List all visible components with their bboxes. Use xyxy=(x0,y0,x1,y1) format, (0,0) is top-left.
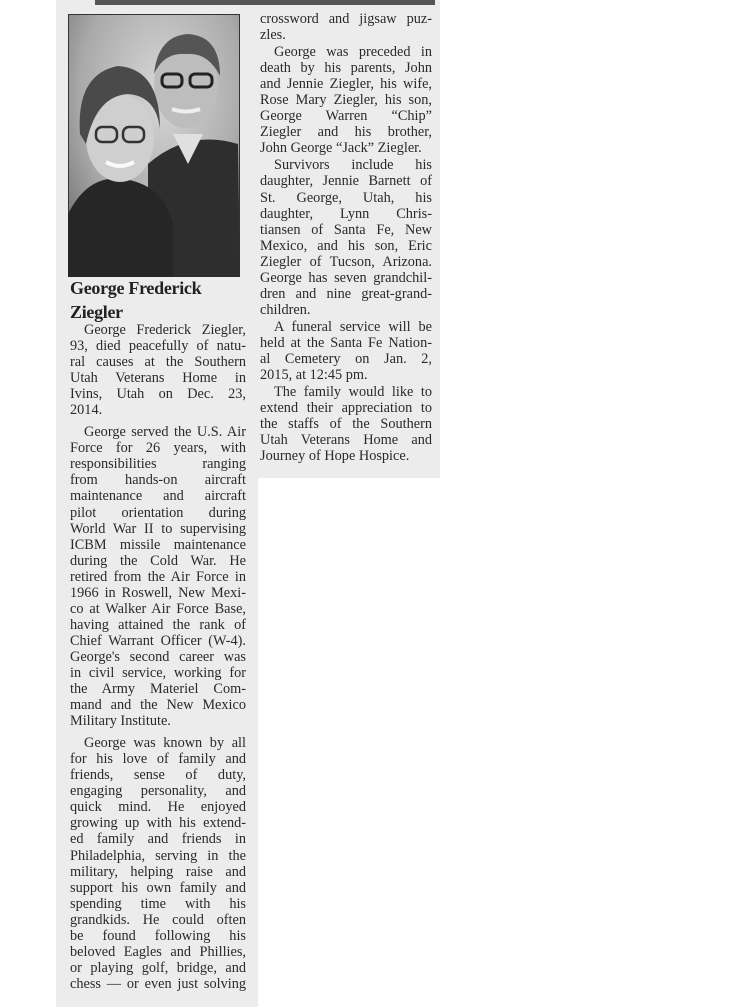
text-line: Survivors include his xyxy=(274,157,432,174)
text-line: George was known by all xyxy=(84,735,246,752)
text-line: in civil service, working for xyxy=(70,664,246,681)
text-line: held at the Santa Fe Nation- xyxy=(260,334,432,351)
paragraph xyxy=(70,735,246,992)
text-line: for his love of family and xyxy=(70,751,246,768)
text-line: responsibilities ranging xyxy=(70,456,246,473)
paragraph xyxy=(260,384,432,464)
text-line: St. George, Utah, his xyxy=(260,189,432,206)
text-line: tiansen of Santa Fe, New xyxy=(260,221,432,238)
obituary-headline xyxy=(70,276,256,324)
couple-photo xyxy=(68,14,240,277)
text-line: ICBM missile maintenance xyxy=(70,536,246,553)
text-line: death by his parents, John xyxy=(260,60,432,77)
text-line: mand and the New Mexico xyxy=(70,697,246,714)
text-line: The family would like to xyxy=(274,384,432,401)
text-line: George served the U.S. Air xyxy=(84,424,246,441)
text-line: ral causes at the Southern xyxy=(70,354,246,371)
text-line: the staffs of the Southern xyxy=(260,416,432,433)
text-line: crossword and jigsaw puz- xyxy=(260,11,432,27)
text-line: zles. xyxy=(260,27,286,44)
text-line: Force for 26 years, with xyxy=(70,440,246,457)
text-line: 2014. xyxy=(70,402,103,419)
text-line: 2015, at 12:45 pm. xyxy=(260,367,368,384)
headline-line: Ziegler xyxy=(70,302,123,322)
text-line: grandkids. He could often xyxy=(70,911,246,928)
text-line: military, helping raise and xyxy=(70,863,246,880)
text-line: co at Walker Air Force Base, xyxy=(70,600,246,617)
obituary-column-right xyxy=(260,11,432,465)
text-line: maintenance and aircraft xyxy=(70,488,246,505)
text-line: George Warren “Chip” xyxy=(260,108,432,125)
text-line: al Cemetery on Jan. 2, xyxy=(260,350,432,367)
paragraph xyxy=(260,11,432,43)
headline-line: George Frederick xyxy=(70,278,202,298)
text-line: George was preceded in xyxy=(274,44,432,61)
text-line: ed family and friends in xyxy=(70,831,246,848)
top-rule xyxy=(95,0,435,5)
paragraph xyxy=(260,44,432,156)
text-line: and Jennie Ziegler, his wife, xyxy=(260,76,432,93)
text-line: growing up with his extend- xyxy=(70,815,246,832)
text-line: A funeral service will be xyxy=(274,318,432,335)
text-line: Journey of Hope Hospice. xyxy=(260,448,410,465)
text-line: 93, died peacefully of natu- xyxy=(70,338,246,355)
text-line: Rose Mary Ziegler, his son, xyxy=(260,92,432,109)
text-line: or playing golf, bridge, and xyxy=(70,959,246,976)
text-line: Utah Veterans Home in xyxy=(70,370,246,387)
text-line: Ziegler and his brother, xyxy=(260,124,432,141)
text-line: Chief Warrant Officer (W-4). xyxy=(70,632,246,649)
text-line: having attained the rank of xyxy=(70,616,246,633)
text-line: Mexico, and his son, Eric xyxy=(260,237,432,254)
text-line: engaging personality, and xyxy=(70,783,246,800)
text-line: George's second career was xyxy=(70,648,246,665)
text-line: Ziegler of Tucson, Arizona. xyxy=(260,253,432,270)
text-line: spending time with his xyxy=(70,895,246,912)
text-line: the Army Materiel Com- xyxy=(70,681,246,698)
paragraph xyxy=(260,157,432,317)
text-line: retired from the Air Force in xyxy=(70,568,246,585)
text-line: children. xyxy=(260,301,311,318)
text-line: from hands-on aircraft xyxy=(70,472,246,489)
obituary-column-left xyxy=(70,322,246,998)
text-line: Ivins, Utah on Dec. 23, xyxy=(70,386,246,403)
text-line: Philadelphia, serving in the xyxy=(70,847,246,864)
text-line: chess — or even just solving xyxy=(70,975,246,992)
text-line: daughter, Lynn Chris- xyxy=(260,205,432,222)
text-line: support his own family and xyxy=(70,879,246,896)
text-line: quick mind. He enjoyed xyxy=(70,799,246,816)
text-line: John George “Jack” Ziegler. xyxy=(260,140,422,157)
text-line: extend their appreciation to xyxy=(260,400,432,417)
text-line: Utah Veterans Home and xyxy=(260,432,432,449)
text-line: George Frederick Ziegler, xyxy=(84,322,246,338)
text-line: 1966 in Roswell, New Mexi- xyxy=(70,584,246,601)
text-line: pilot orientation during xyxy=(70,504,246,521)
text-line: friends, sense of duty, xyxy=(70,767,246,784)
paragraph xyxy=(260,319,432,383)
text-line: during the Cold War. He xyxy=(70,552,246,569)
text-line: be found following his xyxy=(70,927,246,944)
text-line: World War II to supervising xyxy=(70,520,246,537)
paragraph xyxy=(70,322,246,418)
text-line: daughter, Jennie Barnett of xyxy=(260,173,432,190)
text-line: beloved Eagles and Phillies, xyxy=(70,943,246,960)
text-line: dren and nine great-grand- xyxy=(260,285,432,302)
text-line: Military Institute. xyxy=(70,713,171,730)
paragraph xyxy=(70,424,246,729)
text-line: George has seven grandchil- xyxy=(260,269,432,286)
